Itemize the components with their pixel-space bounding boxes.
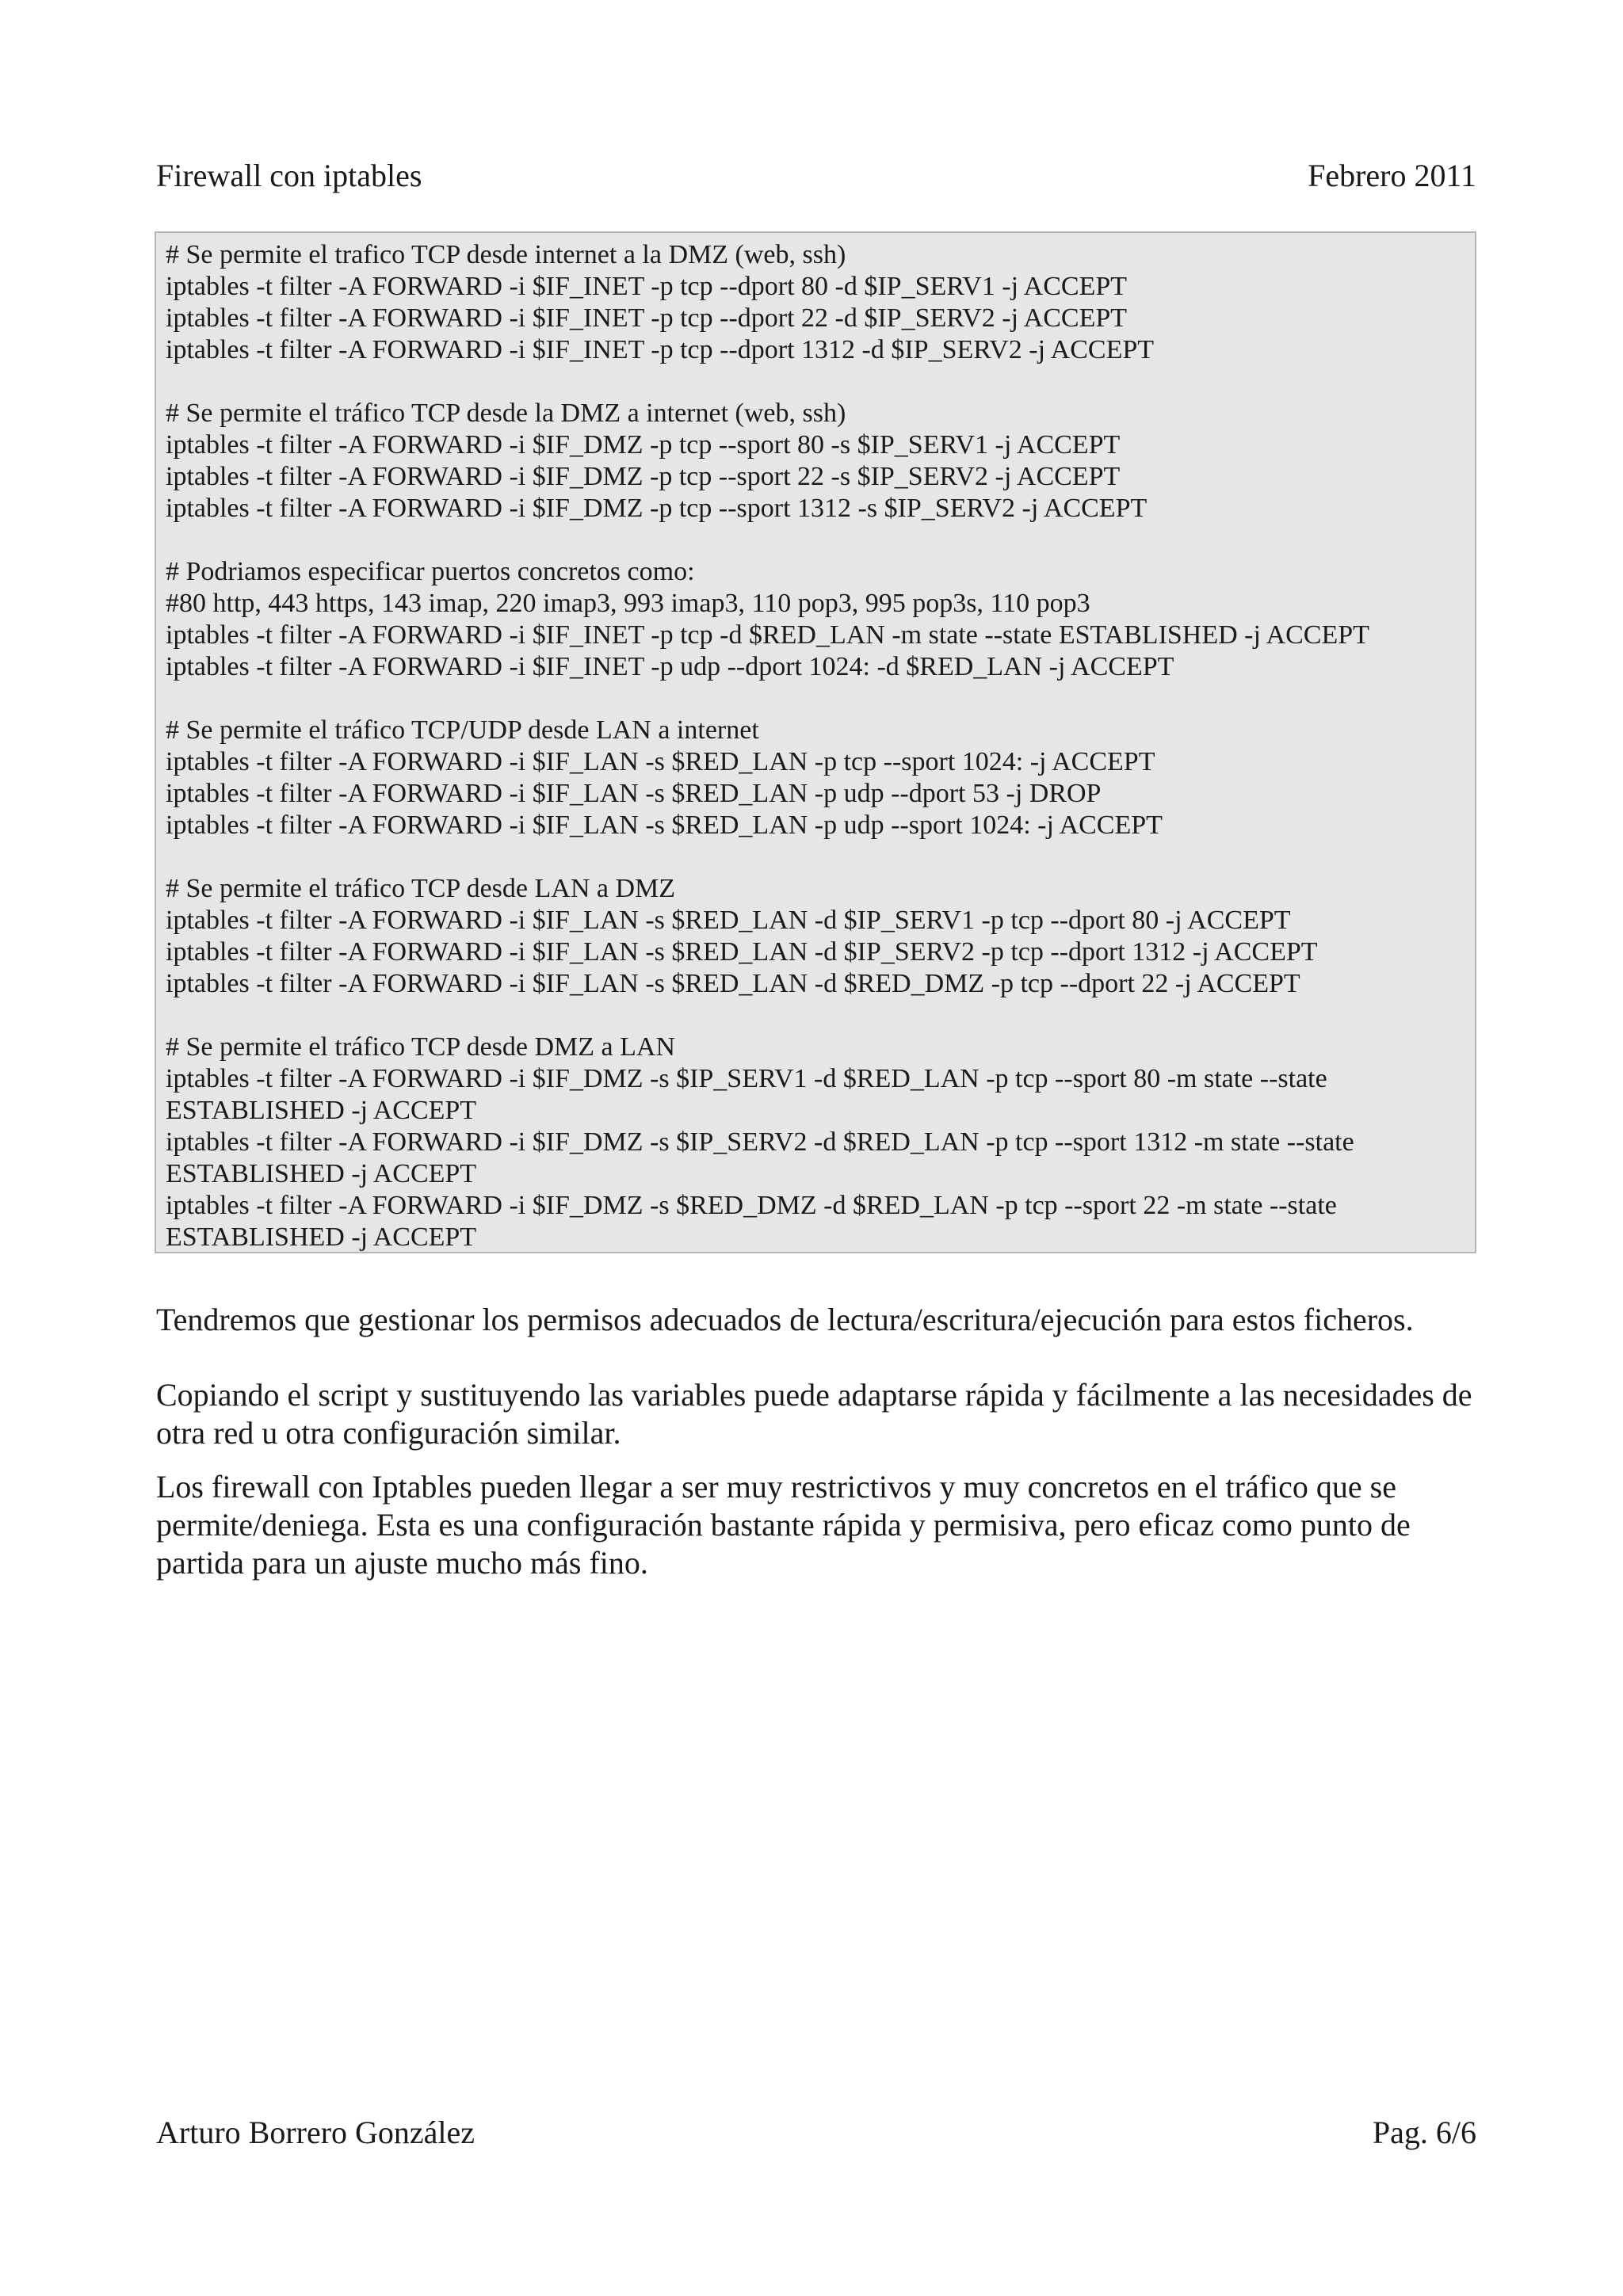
code-line: # Se permite el tráfico TCP desde LAN a DMZ (166, 874, 676, 903)
code-blank-line (166, 524, 1465, 556)
code-line: iptables -t filter -A FORWARD -i $IF_DMZ -s $RED_DMZ -d $RED_LAN -p tcp --sport 22 -m state --state (166, 1191, 1337, 1220)
code-blank-line (166, 366, 1465, 398)
code-line: iptables -t filter -A FORWARD -i $IF_DMZ -p tcp --sport 1312 -s $IP_SERV2 -j ACCEPT (166, 494, 1148, 523)
page-footer (156, 2114, 1476, 2152)
code-line: iptables -t filter -A FORWARD -i $IF_INET -p tcp --dport 1312 -d $IP_SERV2 -j ACCEPT (166, 335, 1155, 364)
code-line: iptables -t filter -A FORWARD -i $IF_LAN -s $RED_LAN -d $IP_SERV2 -p tcp --dport 1312 -j ACCEPT (166, 937, 1318, 967)
code-line: # Podriamos especificar puertos concretos como: (166, 557, 695, 586)
code-block (155, 231, 1476, 1253)
paragraph-adaptation: Copiando el script y sustituyendo las variables puede adaptarse rápida y fácilmente a las necesidades de otra red u otra configuración similar. (156, 1377, 1472, 1451)
code-line: iptables -t filter -A FORWARD -i $IF_DMZ -p tcp --sport 80 -s $IP_SERV1 -j ACCEPT (166, 430, 1121, 460)
code-blank-line (166, 683, 1465, 715)
code-line: iptables -t filter -A FORWARD -i $IF_LAN -s $RED_LAN -p udp --sport 1024: -j ACCEPT (166, 810, 1163, 840)
code-blank-line (166, 1000, 1465, 1032)
paragraph-conclusion: Los firewall con Iptables pueden llegar a ser muy restrictivos y muy concretos en el tráfico que se permite/deniega. Esta es una configuración bastante rápida y permisiva, pero eficaz como punto de partida para un ajuste mucho más fino. (156, 1469, 1411, 1581)
header-date: Febrero 2011 (1308, 158, 1476, 193)
page-header (156, 157, 1476, 195)
code-line: iptables -t filter -A FORWARD -i $IF_DMZ -p tcp --sport 22 -s $IP_SERV2 -j ACCEPT (166, 462, 1121, 491)
code-line: iptables -t filter -A FORWARD -i $IF_DMZ -s $IP_SERV1 -d $RED_LAN -p tcp --sport 80 -m state --state (166, 1064, 1327, 1093)
footer-page-number: Pag. 6/6 (1372, 2115, 1476, 2150)
code-line: ESTABLISHED -j ACCEPT (166, 1159, 477, 1188)
code-line: iptables -t filter -A FORWARD -i $IF_LAN -s $RED_LAN -d $IP_SERV1 -p tcp --dport 80 -j ACCEPT (166, 906, 1291, 935)
code-line: iptables -t filter -A FORWARD -i $IF_INET -p tcp --dport 80 -d $IP_SERV1 -j ACCEPT (166, 272, 1128, 301)
code-line: # Se permite el tráfico TCP desde DMZ a LAN (166, 1032, 676, 1062)
code-line: iptables -t filter -A FORWARD -i $IF_DMZ -s $IP_SERV2 -d $RED_LAN -p tcp --sport 1312 -m state --state (166, 1127, 1354, 1157)
header-title: Firewall con iptables (156, 158, 422, 193)
code-line: iptables -t filter -A FORWARD -i $IF_LAN -s $RED_LAN -p tcp --sport 1024: -j ACCEPT (166, 747, 1155, 776)
code-line: iptables -t filter -A FORWARD -i $IF_LAN -s $RED_LAN -p udp --dport 53 -j DROP (166, 779, 1102, 808)
footer-author: Arturo Borrero González (156, 2115, 475, 2150)
code-line: iptables -t filter -A FORWARD -i $IF_INET -p tcp -d $RED_LAN -m state --state ESTABLISHED -j ACCEPT (166, 620, 1369, 650)
code-line: ESTABLISHED -j ACCEPT (166, 1096, 477, 1125)
code-line: #80 http, 443 https, 143 imap, 220 imap3, 993 imap3, 110 pop3, 995 pop3s, 110 pop3 (166, 589, 1090, 618)
paragraph-permissions: Tendremos que gestionar los permisos adecuados de lectura/escritura/ejecución para estos ficheros. (156, 1302, 1414, 1337)
code-line: # Se permite el tráfico TCP/UDP desde LAN a internet (166, 715, 759, 745)
code-line: # Se permite el tráfico TCP desde la DMZ a internet (web, ssh) (166, 399, 846, 428)
code-line: iptables -t filter -A FORWARD -i $IF_INET -p udp --dport 1024: -d $RED_LAN -j ACCEPT (166, 652, 1174, 681)
code-line: ESTABLISHED -j ACCEPT (166, 1222, 477, 1252)
code-line: iptables -t filter -A FORWARD -i $IF_INET -p tcp --dport 22 -d $IP_SERV2 -j ACCEPT (166, 303, 1128, 333)
code-line: iptables -t filter -A FORWARD -i $IF_LAN -s $RED_LAN -d $RED_DMZ -p tcp --dport 22 -j ACCEPT (166, 969, 1300, 998)
code-line: # Se permite el trafico TCP desde internet a la DMZ (web, ssh) (166, 240, 846, 269)
code-blank-line (166, 841, 1465, 873)
